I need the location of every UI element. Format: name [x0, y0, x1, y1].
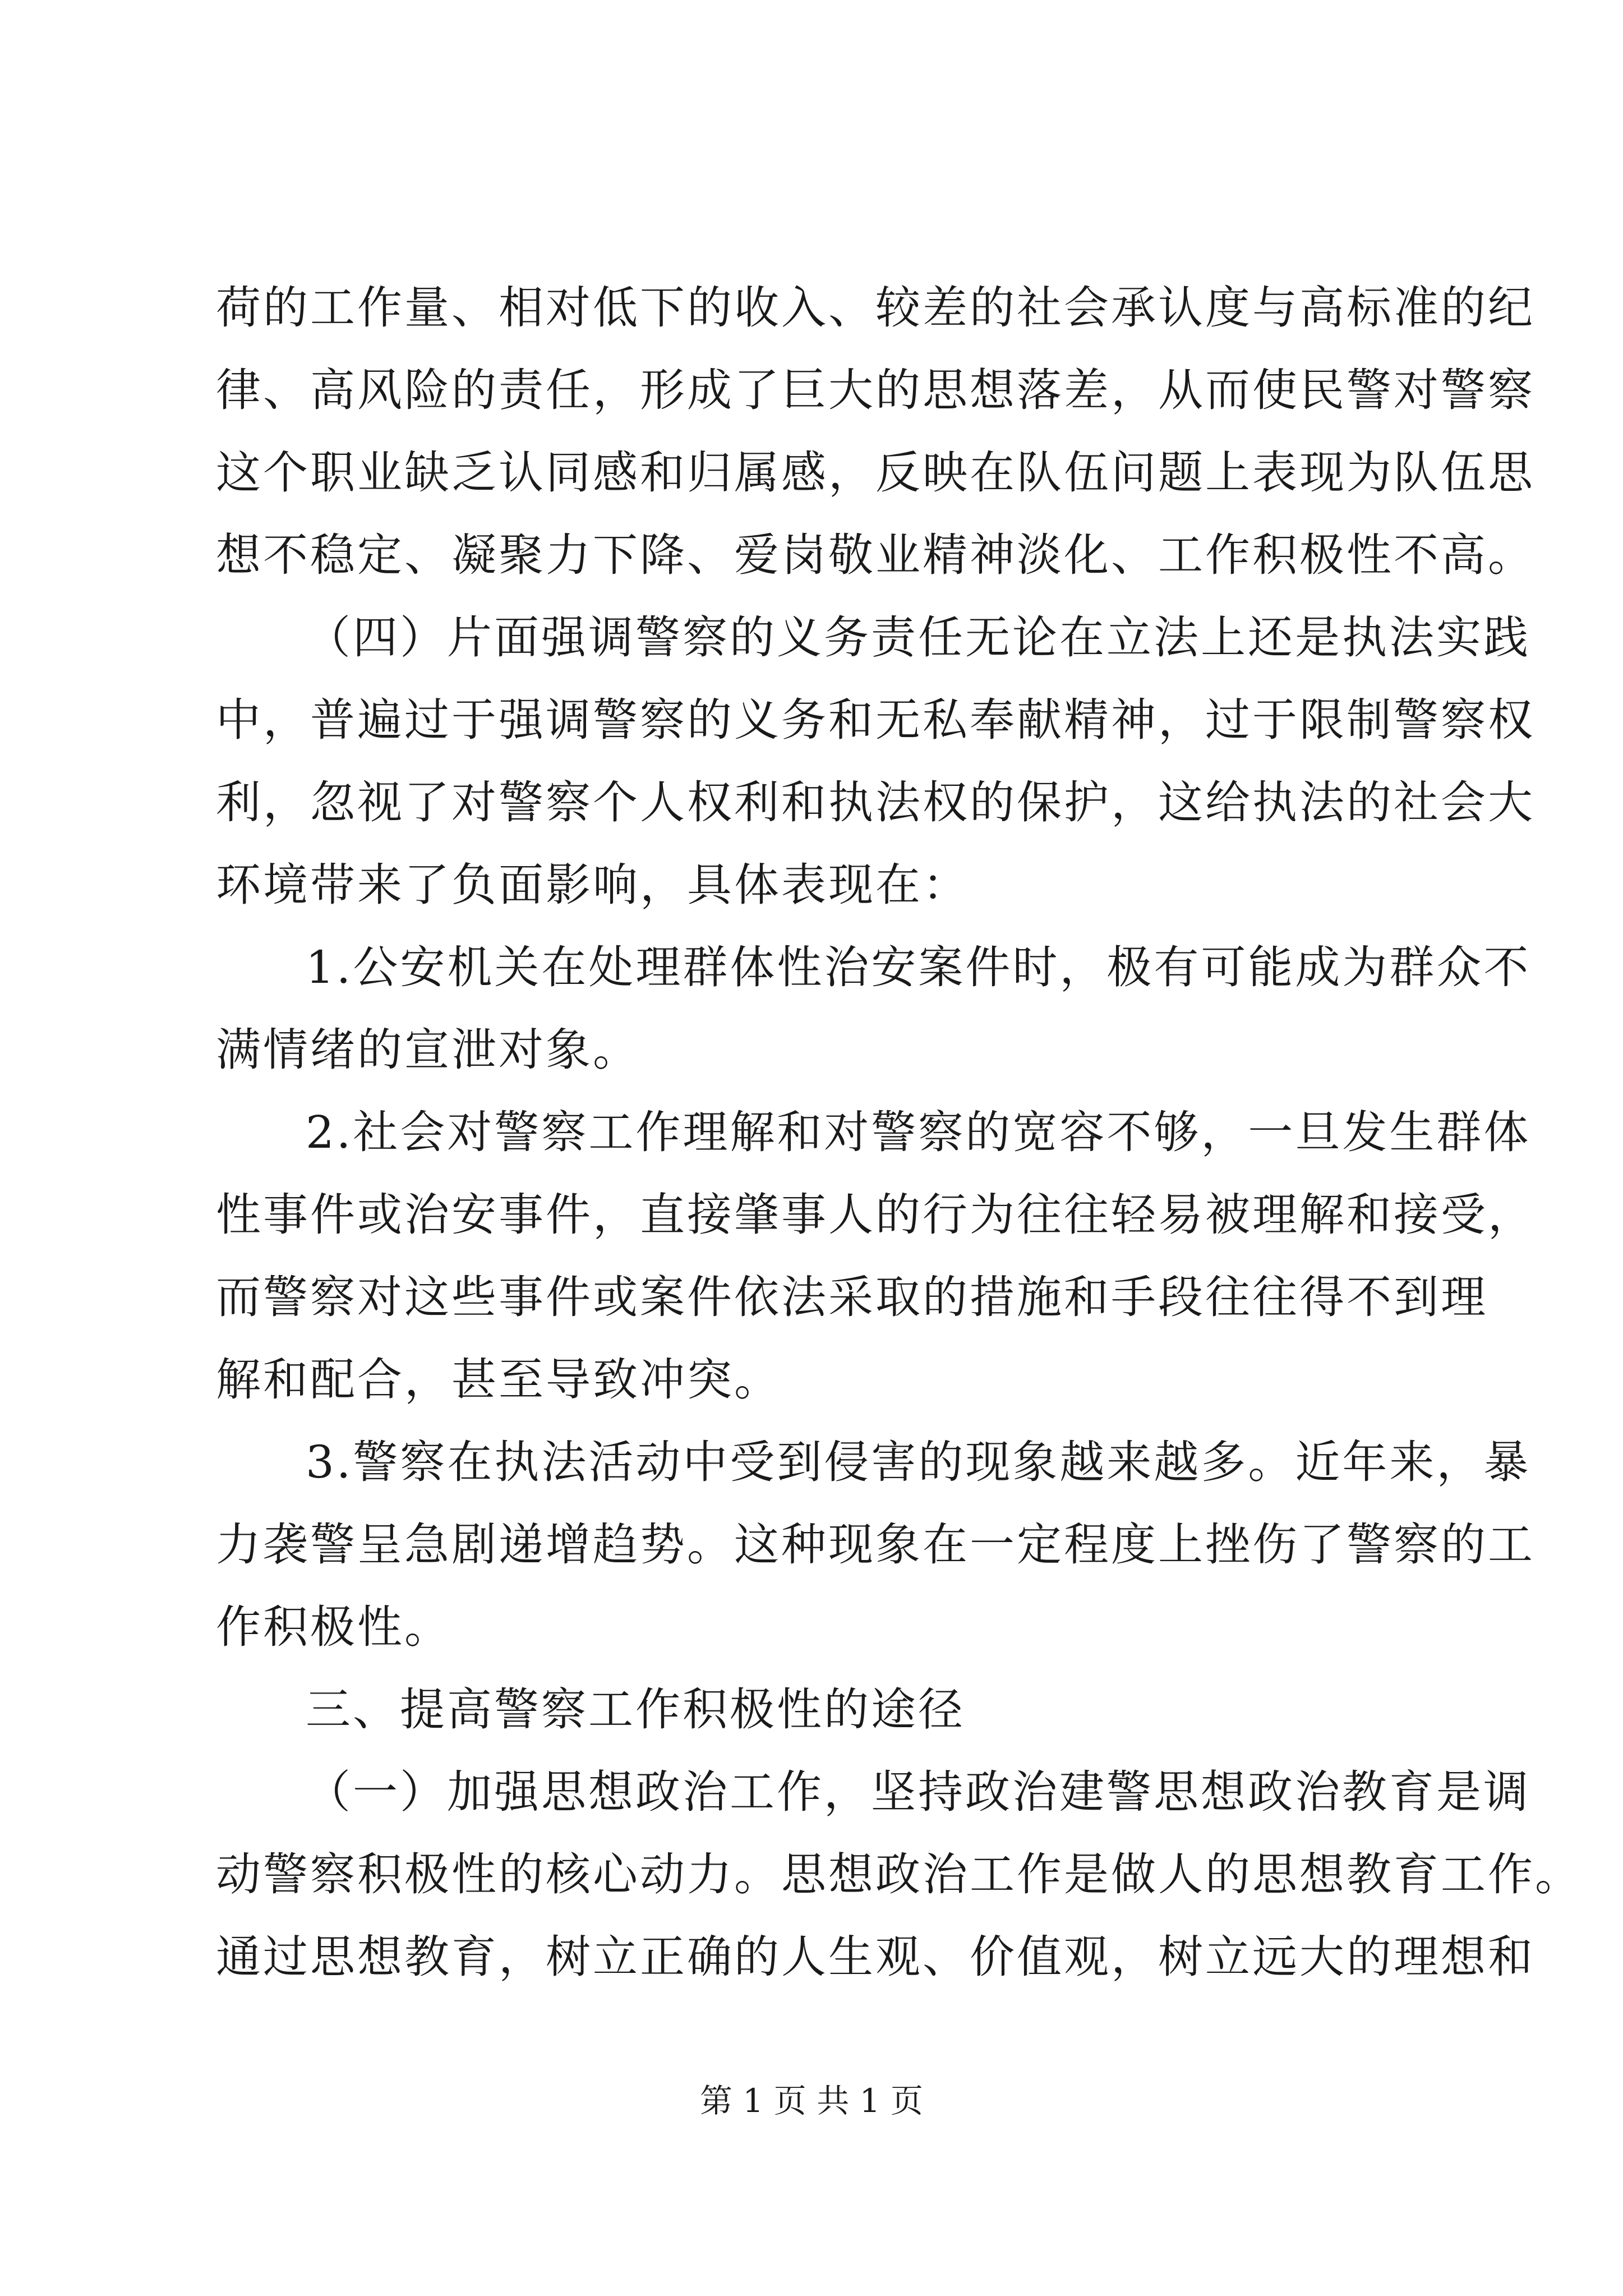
text-line: 作积极性。 — [216, 1601, 451, 1653]
text-line: （一）加强思想政治工作，坚持政治建警思想政治教育是调 — [306, 1766, 1530, 1818]
text-line: 力袭警呈急剧递增趋势。这种现象在一定程度上挫伤了警察的工 — [216, 1519, 1535, 1571]
text-line: 2.社会对警察工作理解和对警察的宽容不够，一旦发生群体 — [306, 1106, 1531, 1158]
text-line: 3.警察在执法活动中受到侵害的现象越来越多。近年来，暴 — [306, 1436, 1531, 1488]
text-line: 荷的工作量、相对低下的收入、较差的社会承认度与高标准的纪 — [216, 282, 1535, 334]
text-line: 而警察对这些事件或案件依法采取的措施和手段往往得不到理 — [216, 1271, 1488, 1323]
text-line: （四）片面强调警察的义务责任无论在立法上还是执法实践 — [306, 611, 1530, 664]
body-text — [216, 266, 1582, 1998]
text-line: 利，忽视了对警察个人权利和执法权的保护，这给执法的社会大 — [216, 776, 1535, 829]
text-line: 解和配合，甚至导致冲突。 — [216, 1354, 781, 1406]
page-footer: 第 1 页 共 1 页 — [700, 2082, 923, 2120]
text-line: 律、高风险的责任，形成了巨大的思想落差，从而使民警对警察 — [216, 364, 1535, 416]
text-line: 中，普遍过于强调警察的义务和无私奉献精神，过于限制警察权 — [216, 694, 1535, 746]
text-line: 性事件或治安事件，直接肇事人的行为往往轻易被理解和接受， — [216, 1189, 1535, 1241]
text-line: 1.公安机关在处理群体性治安案件时，极有可能成为群众不 — [306, 941, 1531, 993]
text-line: 满情绪的宣泄对象。 — [216, 1024, 640, 1076]
text-line: 想不稳定、凝聚力下降、爱岗敬业精神淡化、工作积极性不高。 — [216, 529, 1535, 581]
text-line: 这个职业缺乏认同感和归属感，反映在队伍问题上表现为队伍思 — [216, 447, 1535, 499]
text-line: 通过思想教育，树立正确的人生观、价值观，树立远大的理想和 — [216, 1931, 1535, 1983]
text-line: 动警察积极性的核心动力。思想政治工作是做人的思想教育工作。 — [216, 1848, 1582, 1901]
text-line: 环境带来了负面影响，具体表现在： — [216, 859, 970, 911]
section-heading: 三、提高警察工作积极性的途径 — [306, 1683, 965, 1736]
